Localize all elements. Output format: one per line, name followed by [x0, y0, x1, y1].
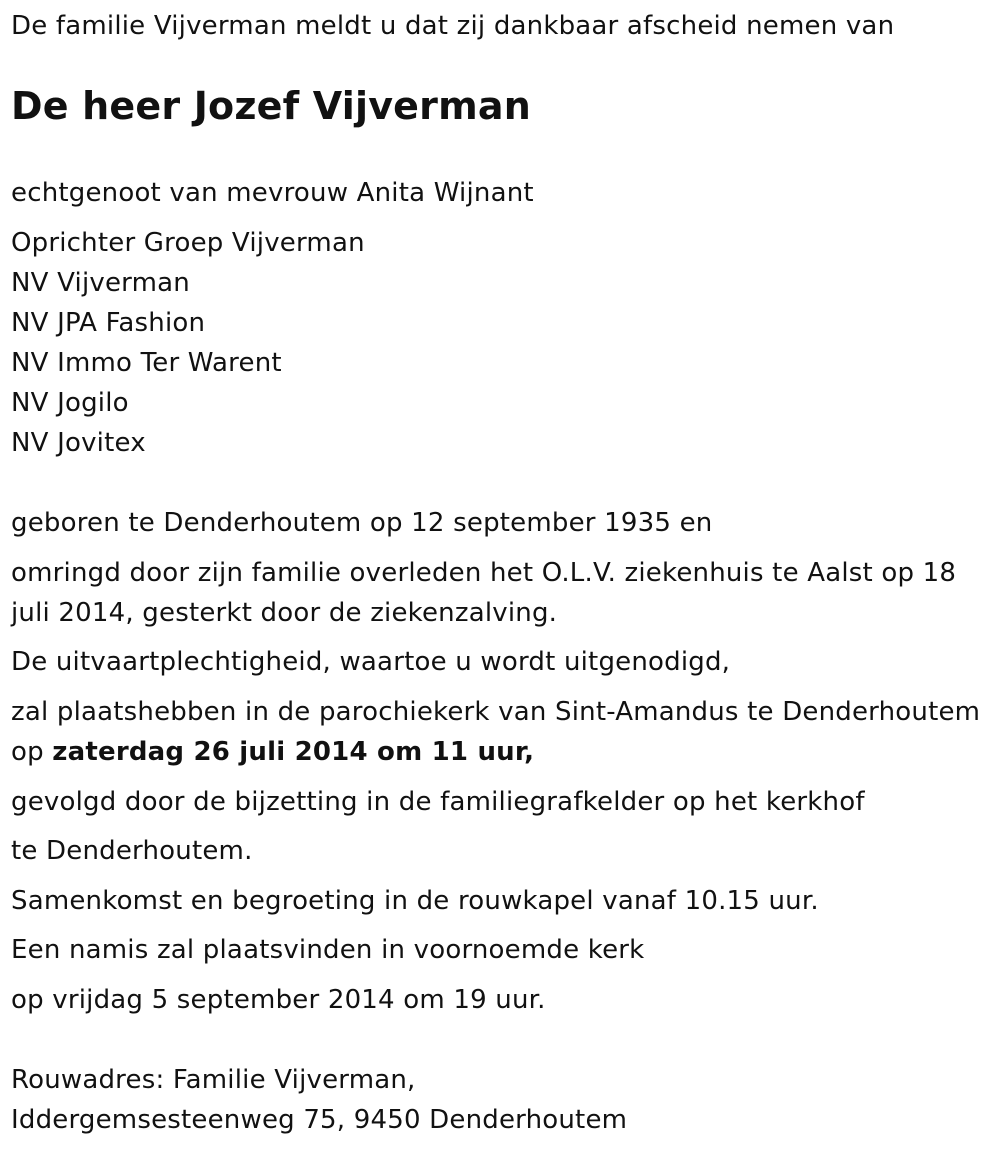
role-item: Oprichter Groep Vijverman	[11, 228, 365, 258]
funeral-invite-text: De uitvaartplechtigheid, waartoe u wordt uitgenodigd,	[11, 647, 731, 677]
role-item: NV Vijverman	[11, 268, 190, 298]
role-item: NV Jogilo	[11, 388, 129, 418]
funeral-place-text: zal plaatshebben in de parochiekerk van Sint-Amandus te Denderhoutem	[11, 697, 981, 727]
gathering-text: Samenkomst en begroeting in de rouwkapel vanaf 10.15 uur.	[11, 886, 819, 916]
funeral-date-line	[11, 732, 980, 772]
role-item: NV Immo Ter Warent	[11, 348, 282, 378]
role-item: NV JPA Fashion	[11, 308, 206, 338]
address-line: Iddergemsesteenweg 75, 9450 Denderhoutem	[11, 1105, 628, 1135]
death-paragraph	[11, 553, 956, 633]
address-line: Rouwadres: Familie Vijverman,	[11, 1065, 416, 1095]
mourning-address	[11, 1060, 627, 1140]
funeral-date-prefix: op	[11, 737, 44, 767]
spouse-text: echtgenoot van mevrouw Anita Wijnant	[11, 178, 534, 208]
burial-text-line: te Denderhoutem.	[11, 836, 253, 866]
deceased-name: De heer Jozef Vijverman	[11, 84, 531, 128]
death-text-line: omringd door zijn familie overleden het O.L.V. ziekenhuis te Aalst op 18	[11, 558, 957, 588]
mass-text-line: op vrijdag 5 september 2014 om 19 uur.	[11, 985, 546, 1015]
mass-text-line: Een namis zal plaatsvinden in voornoemde kerk	[11, 935, 645, 965]
roles-list	[11, 223, 365, 463]
burial-text-line: gevolgd door de bijzetting in de familiegrafkelder op het kerkhof	[11, 787, 865, 817]
role-item: NV Jovitex	[11, 428, 146, 458]
funeral-paragraph	[11, 692, 980, 772]
funeral-date: zaterdag 26 juli 2014 om 11 uur,	[52, 737, 535, 767]
intro-text: De familie Vijverman meldt u dat zij dankbaar afscheid nemen van	[11, 11, 895, 41]
birth-text: geboren te Denderhoutem op 12 september 1935 en	[11, 508, 713, 538]
death-text-line: juli 2014, gesterkt door de ziekenzalving.	[11, 598, 558, 628]
